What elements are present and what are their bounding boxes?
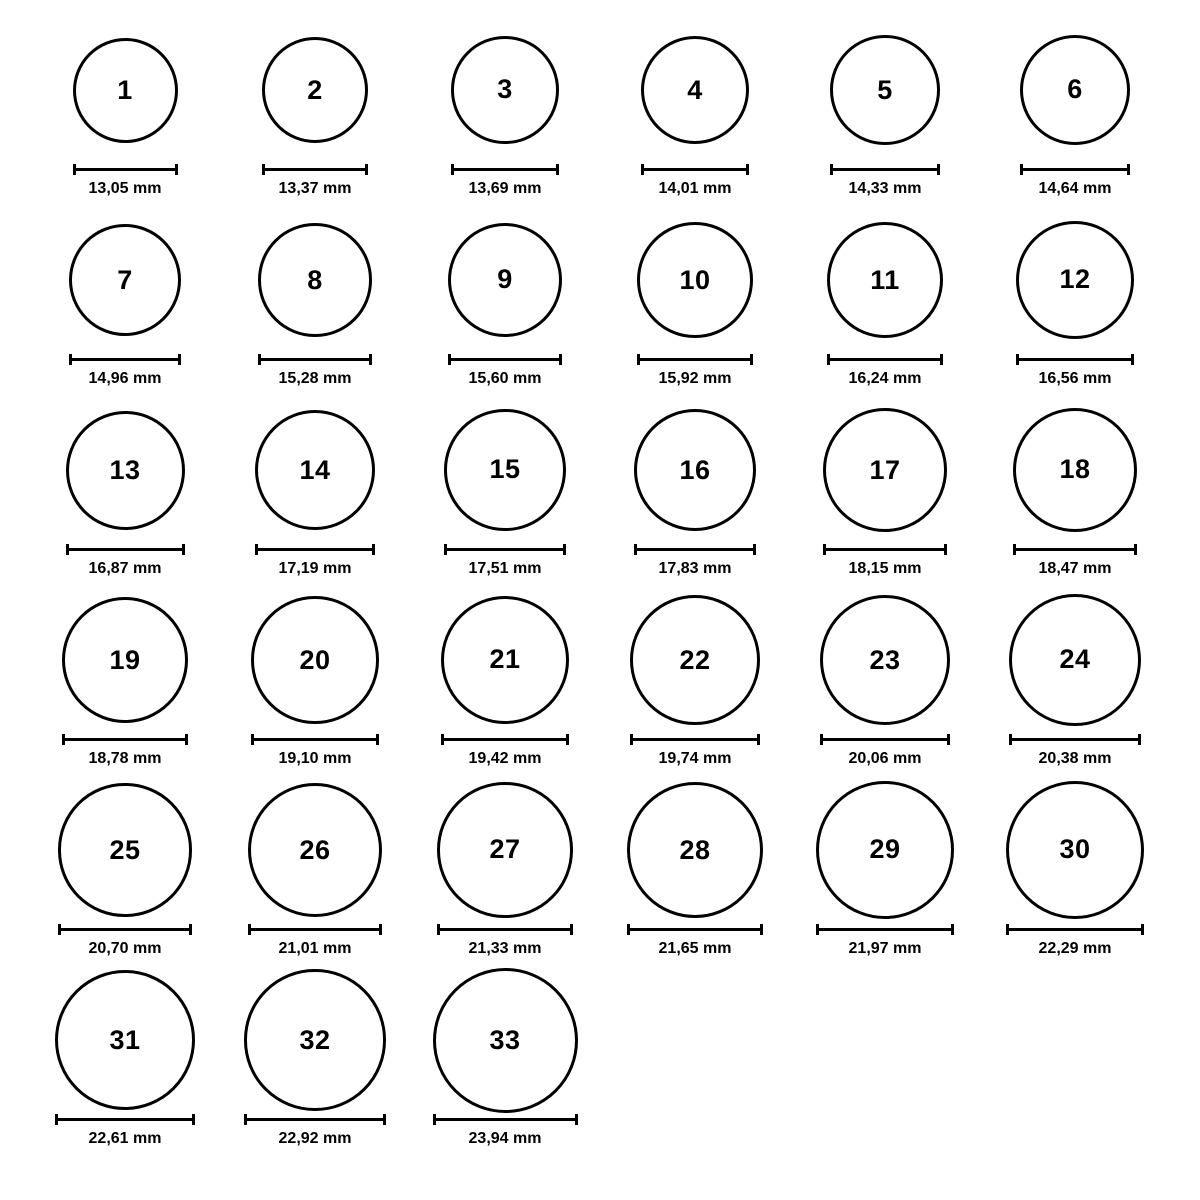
ring-circle-wrap: [1016, 210, 1134, 350]
dimension-bar-icon: [1016, 354, 1134, 365]
ring-size-number: 16: [679, 454, 711, 485]
ring-size-number: 1: [117, 74, 133, 105]
ring-measure-bar-wrap: [823, 543, 947, 556]
ring-circle-wrap: [255, 400, 375, 540]
ring-size-cell: [790, 210, 980, 400]
ring-circle: [255, 410, 375, 530]
ring-measure-bar-wrap: [1020, 163, 1131, 176]
dimension-bar-icon: [437, 924, 572, 935]
ring-measure-bar-wrap: [1013, 543, 1138, 556]
ring-circle-wrap: [641, 20, 750, 160]
ring-size-cell: [30, 970, 220, 1160]
ring-size-number: 13: [109, 454, 141, 485]
dimension-bar-icon: [444, 544, 565, 555]
ring-measure-bar-wrap: [448, 353, 562, 366]
ring-size-cell: [600, 780, 790, 970]
ring-size-cell: [220, 400, 410, 590]
ring-size-cell: [980, 590, 1170, 780]
ring-circle-wrap: [827, 210, 944, 350]
ring-size-number: 2: [307, 74, 323, 105]
ring-circle: [823, 408, 947, 532]
ring-size-number: 12: [1059, 264, 1091, 295]
ring-diameter-label: 21,97 mm: [848, 940, 922, 957]
dimension-bar-icon: [1013, 544, 1138, 555]
ring-size-cell: [790, 780, 980, 970]
dimension-bar-icon: [251, 734, 378, 745]
ring-diameter-label: 13,69 mm: [468, 180, 542, 197]
ring-measure-bar-wrap: [1009, 733, 1141, 746]
ring-size-number: 7: [117, 264, 133, 295]
ring-size-number: 26: [299, 834, 331, 865]
dimension-bar-icon: [1006, 924, 1145, 935]
dimension-bar-icon: [641, 164, 750, 175]
dimension-bar-icon: [637, 354, 753, 365]
ring-size-number: 27: [489, 834, 521, 865]
ring-circle: [248, 783, 382, 917]
ring-circle-wrap: [244, 970, 385, 1110]
ring-size-cell: [410, 590, 600, 780]
ring-diameter-label: 15,92 mm: [658, 370, 732, 387]
ring-measure-bar-wrap: [262, 163, 368, 176]
ring-circle-wrap: [1006, 780, 1145, 920]
dimension-bar-icon: [1009, 734, 1141, 745]
ring-circle-wrap: [55, 970, 195, 1110]
dimension-bar-icon: [433, 1114, 578, 1125]
ring-size-number: 32: [299, 1024, 331, 1055]
ring-circle-wrap: [444, 400, 565, 540]
ring-diameter-label: 18,15 mm: [848, 560, 922, 577]
dimension-bar-icon: [258, 354, 371, 365]
ring-size-cell: [600, 590, 790, 780]
dimension-bar-icon: [66, 544, 185, 555]
ring-diameter-label: 21,01 mm: [278, 940, 352, 957]
ring-circle-wrap: [823, 400, 947, 540]
ring-size-cell: [30, 590, 220, 780]
ring-size-cell: [30, 210, 220, 400]
ring-measure-bar-wrap: [244, 1113, 385, 1126]
ring-diameter-label: 19,10 mm: [278, 750, 352, 767]
ring-size-cell: [600, 400, 790, 590]
ring-circle: [262, 37, 368, 143]
ring-measure-bar-wrap: [69, 353, 181, 366]
dimension-bar-icon: [248, 924, 382, 935]
ring-circle-wrap: [451, 20, 558, 160]
ring-size-number: 21: [489, 644, 521, 675]
ring-circle-wrap: [66, 400, 185, 540]
ring-size-cell: [980, 20, 1170, 210]
ring-circle: [66, 411, 185, 530]
ring-size-cell: [30, 780, 220, 970]
ring-measure-bar-wrap: [248, 923, 382, 936]
ring-measure-bar-wrap: [255, 543, 375, 556]
ring-circle-wrap: [1013, 400, 1138, 540]
dimension-bar-icon: [627, 924, 764, 935]
ring-size-cell: [410, 780, 600, 970]
ring-size-number: 29: [869, 834, 901, 865]
ring-measure-bar-wrap: [827, 353, 944, 366]
ring-circle-wrap: [627, 780, 764, 920]
ring-size-cell: [410, 400, 600, 590]
ring-circle: [830, 35, 940, 145]
dimension-bar-icon: [451, 164, 558, 175]
ring-size-number: 20: [299, 644, 331, 675]
ring-diameter-label: 22,61 mm: [88, 1130, 162, 1147]
ring-circle-wrap: [634, 400, 757, 540]
dimension-bar-icon: [823, 544, 947, 555]
ring-diameter-label: 22,29 mm: [1038, 940, 1112, 957]
ring-diameter-label: 16,24 mm: [848, 370, 922, 387]
ring-diameter-label: 17,83 mm: [658, 560, 732, 577]
dimension-bar-icon: [827, 354, 944, 365]
ring-circle-wrap: [248, 780, 382, 920]
ring-circle: [637, 222, 753, 338]
ring-diameter-label: 15,60 mm: [468, 370, 542, 387]
ring-circle: [244, 969, 385, 1110]
ring-size-cell: [980, 780, 1170, 970]
ring-size-cell: [790, 400, 980, 590]
ring-size-number: 24: [1059, 644, 1091, 675]
ring-circle: [627, 782, 764, 919]
ring-measure-bar-wrap: [441, 733, 569, 746]
ring-size-cell: [410, 20, 600, 210]
ring-circle: [827, 222, 944, 339]
ring-diameter-label: 22,92 mm: [278, 1130, 352, 1147]
ring-circle: [451, 36, 558, 143]
ring-circle: [62, 597, 188, 723]
ring-diameter-label: 18,78 mm: [88, 750, 162, 767]
ring-circle: [444, 409, 565, 530]
ring-measure-bar-wrap: [1016, 353, 1134, 366]
ring-measure-bar-wrap: [433, 1113, 578, 1126]
ring-circle: [641, 36, 750, 145]
ring-size-cell: [220, 780, 410, 970]
ring-size-number: 30: [1059, 834, 1091, 865]
ring-size-number: 8: [307, 264, 323, 295]
dimension-bar-icon: [62, 734, 188, 745]
ring-diameter-label: 14,96 mm: [88, 370, 162, 387]
ring-size-cell: [30, 400, 220, 590]
ring-measure-bar-wrap: [816, 923, 954, 936]
ring-circle-wrap: [73, 20, 178, 160]
ring-circle: [55, 970, 195, 1110]
ring-diameter-label: 17,51 mm: [468, 560, 542, 577]
ring-diameter-label: 13,37 mm: [278, 180, 352, 197]
ring-size-number: 19: [109, 644, 141, 675]
ring-size-cell: [410, 970, 600, 1160]
ring-size-cell: [220, 970, 410, 1160]
ring-measure-bar-wrap: [58, 923, 191, 936]
ring-circle: [73, 38, 178, 143]
ring-size-cell: [600, 210, 790, 400]
ring-diameter-label: 14,64 mm: [1038, 180, 1112, 197]
ring-measure-bar-wrap: [641, 163, 750, 176]
ring-circle-wrap: [251, 590, 378, 730]
ring-circle: [1006, 781, 1145, 920]
ring-size-number: 18: [1059, 454, 1091, 485]
ring-size-cell: [980, 400, 1170, 590]
ring-measure-bar-wrap: [637, 353, 753, 366]
ring-diameter-label: 13,05 mm: [88, 180, 162, 197]
ring-measure-bar-wrap: [630, 733, 760, 746]
ring-size-number: 22: [679, 644, 711, 675]
ring-measure-bar-wrap: [437, 923, 572, 936]
ring-size-number: 9: [497, 264, 513, 295]
ring-circle: [433, 968, 578, 1113]
ring-size-number: 17: [869, 454, 901, 485]
ring-measure-bar-wrap: [634, 543, 757, 556]
ring-circle-wrap: [816, 780, 954, 920]
ring-circle: [437, 782, 572, 917]
ring-circle: [820, 595, 951, 726]
ring-diameter-label: 20,38 mm: [1038, 750, 1112, 767]
ring-size-number: 28: [679, 834, 711, 865]
dimension-bar-icon: [630, 734, 760, 745]
ring-diameter-label: 16,56 mm: [1038, 370, 1112, 387]
ring-circle-wrap: [258, 210, 371, 350]
ring-measure-bar-wrap: [830, 163, 940, 176]
dimension-bar-icon: [816, 924, 954, 935]
dimension-bar-icon: [255, 544, 375, 555]
ring-diameter-label: 20,06 mm: [848, 750, 922, 767]
ring-circle: [448, 223, 562, 337]
ring-circle-wrap: [58, 780, 191, 920]
ring-circle: [630, 595, 760, 725]
dimension-bar-icon: [634, 544, 757, 555]
ring-measure-bar-wrap: [820, 733, 951, 746]
ring-circle-wrap: [1009, 590, 1141, 730]
ring-size-number: 11: [870, 264, 900, 295]
dimension-bar-icon: [244, 1114, 385, 1125]
ring-diameter-label: 18,47 mm: [1038, 560, 1112, 577]
ring-size-cell: [220, 590, 410, 780]
ring-size-number: 33: [489, 1024, 521, 1055]
ring-diameter-label: 21,65 mm: [658, 940, 732, 957]
ring-size-cell: [980, 210, 1170, 400]
ring-size-number: 25: [109, 834, 141, 865]
dimension-bar-icon: [830, 164, 940, 175]
ring-circle-wrap: [433, 970, 578, 1110]
ring-circle: [441, 596, 569, 724]
ring-circle-wrap: [69, 210, 181, 350]
ring-diameter-label: 16,87 mm: [88, 560, 162, 577]
ring-circle-wrap: [448, 210, 562, 350]
ring-diameter-label: 19,42 mm: [468, 750, 542, 767]
ring-size-cell: [600, 20, 790, 210]
ring-size-cell: [30, 20, 220, 210]
ring-measure-bar-wrap: [444, 543, 565, 556]
ring-size-number: 14: [299, 454, 331, 485]
ring-circle-wrap: [630, 590, 760, 730]
ring-circle: [1016, 221, 1134, 339]
ring-diameter-label: 15,28 mm: [278, 370, 352, 387]
ring-circle-wrap: [820, 590, 951, 730]
ring-circle: [816, 781, 954, 919]
ring-diameter-label: 23,94 mm: [468, 1130, 542, 1147]
ring-circle-wrap: [437, 780, 572, 920]
ring-measure-bar-wrap: [251, 733, 378, 746]
ring-size-cell: [220, 210, 410, 400]
ring-measure-bar-wrap: [66, 543, 185, 556]
ring-circle: [251, 596, 378, 723]
ring-circle-wrap: [62, 590, 188, 730]
ring-size-number: 6: [1067, 74, 1083, 105]
ring-circle: [1020, 35, 1131, 146]
ring-diameter-label: 19,74 mm: [658, 750, 732, 767]
ring-size-cell: [790, 20, 980, 210]
ring-circle-wrap: [262, 20, 368, 160]
ring-circle-wrap: [1020, 20, 1131, 160]
dimension-bar-icon: [55, 1114, 195, 1125]
dimension-bar-icon: [262, 164, 368, 175]
ring-measure-bar-wrap: [258, 353, 371, 366]
ring-measure-bar-wrap: [627, 923, 764, 936]
ring-circle: [258, 223, 371, 336]
ring-diameter-label: 14,33 mm: [848, 180, 922, 197]
ring-measure-bar-wrap: [62, 733, 188, 746]
dimension-bar-icon: [58, 924, 191, 935]
ring-circle-wrap: [637, 210, 753, 350]
ring-size-number: 15: [489, 454, 521, 485]
ring-measure-bar-wrap: [73, 163, 178, 176]
ring-measure-bar-wrap: [55, 1113, 195, 1126]
ring-circle: [69, 224, 181, 336]
dimension-bar-icon: [69, 354, 181, 365]
dimension-bar-icon: [441, 734, 569, 745]
ring-size-cell: [220, 20, 410, 210]
ring-diameter-label: 20,70 mm: [88, 940, 162, 957]
ring-diameter-label: 14,01 mm: [658, 180, 732, 197]
dimension-bar-icon: [820, 734, 951, 745]
ring-size-number: 3: [497, 74, 513, 105]
ring-size-number: 5: [877, 74, 893, 105]
ring-size-number: 31: [109, 1024, 141, 1055]
dimension-bar-icon: [73, 164, 178, 175]
ring-circle: [634, 409, 757, 532]
ring-circle-wrap: [830, 20, 940, 160]
ring-size-number: 4: [687, 74, 703, 105]
ring-circle: [58, 783, 191, 916]
dimension-bar-icon: [1020, 164, 1131, 175]
ring-circle-wrap: [441, 590, 569, 730]
ring-diameter-label: 21,33 mm: [468, 940, 542, 957]
ring-circle: [1013, 408, 1138, 533]
ring-measure-bar-wrap: [451, 163, 558, 176]
dimension-bar-icon: [448, 354, 562, 365]
ring-size-cell: [410, 210, 600, 400]
ring-circle: [1009, 594, 1141, 726]
ring-diameter-label: 17,19 mm: [278, 560, 352, 577]
ring-size-cell: [790, 590, 980, 780]
ring-size-number: 10: [679, 264, 711, 295]
ring-measure-bar-wrap: [1006, 923, 1145, 936]
ring-size-grid: [0, 20, 1200, 1160]
ring-size-number: 23: [869, 644, 901, 675]
